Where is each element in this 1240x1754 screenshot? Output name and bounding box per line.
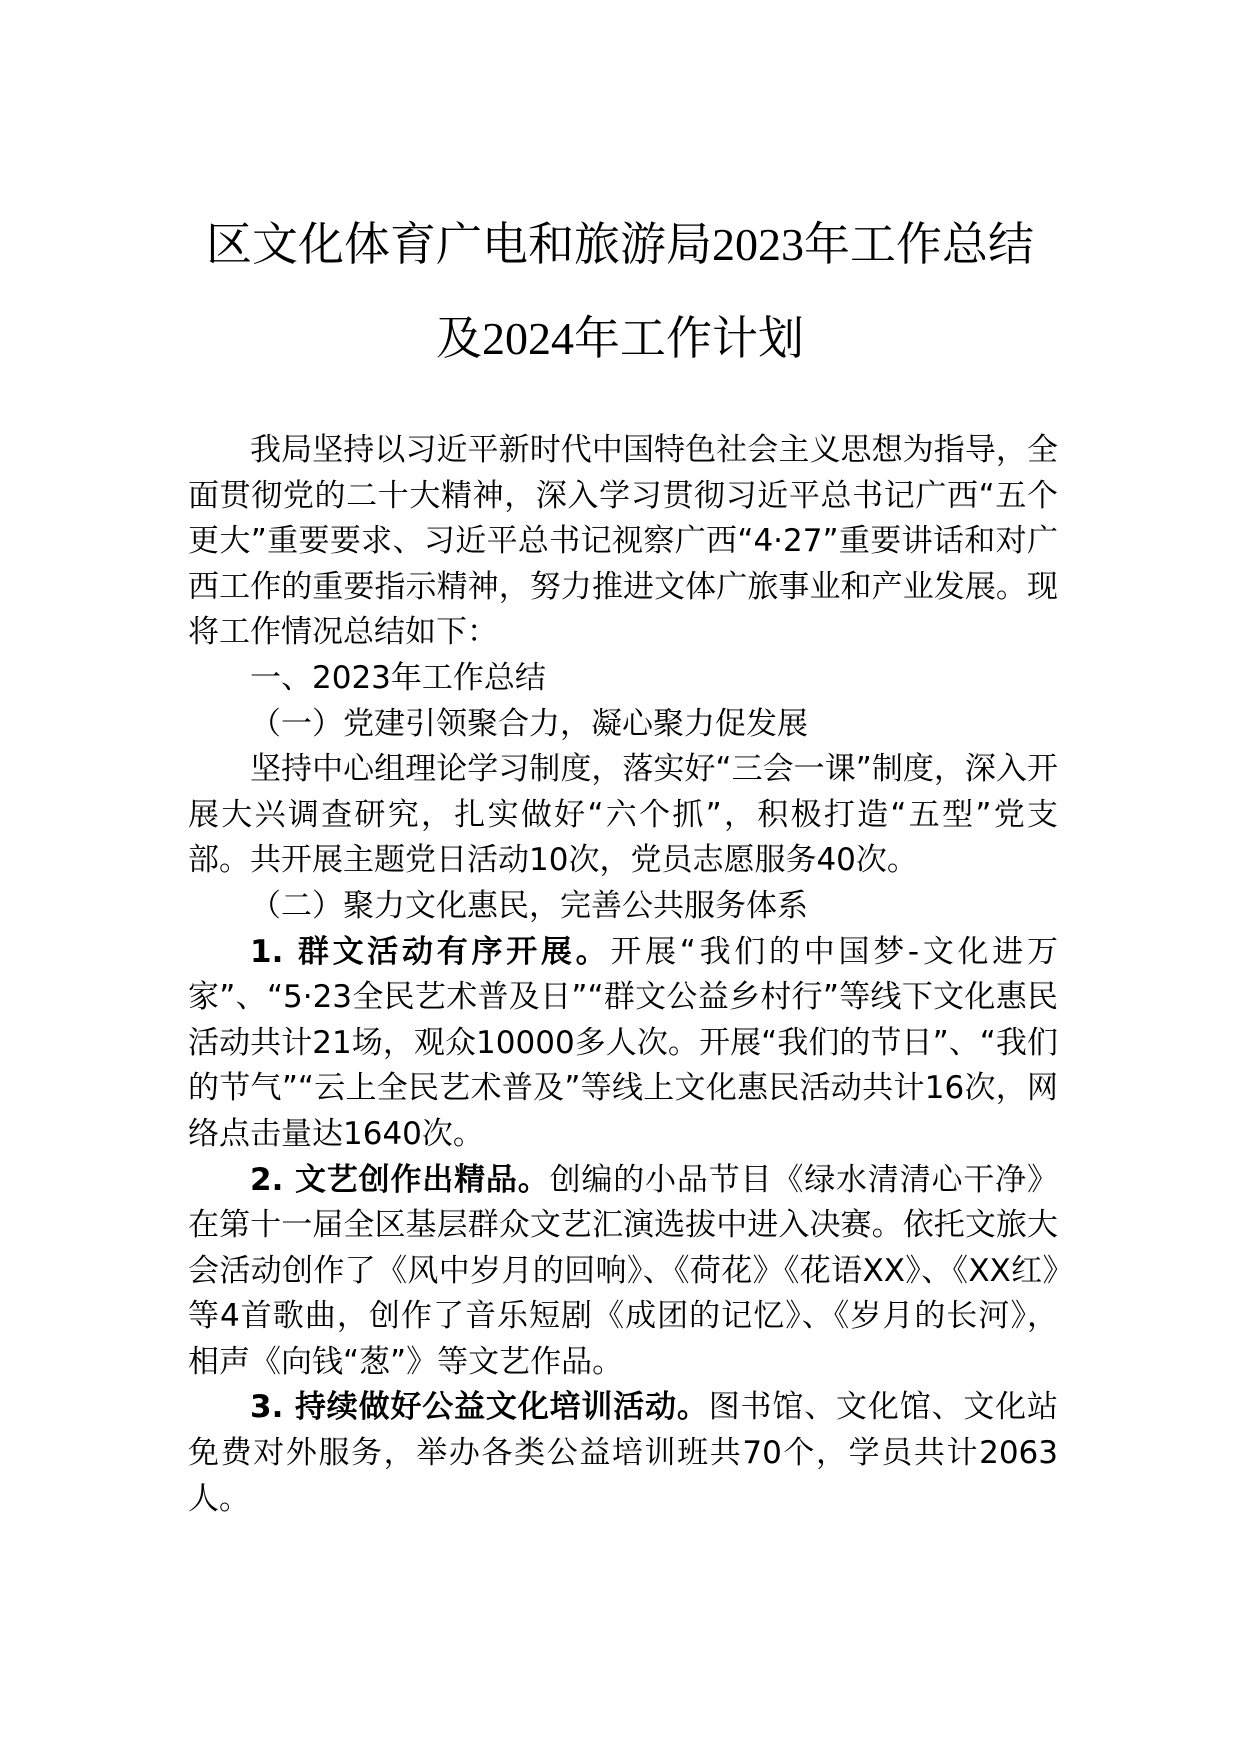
item-text: 创编的小品节目《绿水清清心干净》在第十一届全区基层群众文艺汇演选拔中进入决赛。依托文旅大会活动创作了《风中岁月的回响》、《荷花》《花语XX》、《XX红》等4首歌曲，创作了音乐短剧《成团的记忆》、《岁月的长河》，相声《向钱“葱”》等文艺作品。 <box>188 1161 1059 1380</box>
document-body <box>188 428 1058 1522</box>
list-item <box>188 1158 1058 1386</box>
item-lead: 1. 群文活动有序开展。 <box>250 933 611 970</box>
item-lead: 3. 持续做好公益文化培训活动。 <box>250 1389 709 1426</box>
item-text: 开展“我们的中国梦-文化进万家”、“5·23全民艺术普及日”“群文公益乡村行”等线下文化惠民活动共计21场，观众10000多人次。开展“我们的节日”、“我们的节气”“云上全民艺术普及”等线上文化惠民活动共计16次，网络点击量达1640次。 <box>188 933 1058 1152</box>
document-title-line1: 区文化体育广电和旅游局2023年工作总结 <box>206 219 1034 270</box>
subsection-heading-2: （二）聚力文化惠民，完善公共服务体系 <box>250 887 808 924</box>
intro-paragraph: 我局坚持以习近平新时代中国特色社会主义思想为指导，全面贯彻党的二十大精神，深入学习贯彻习近平总书记广西“五个更大”重要要求、习近平总书记视察广西“4·27”重要讲话和对广西工作的重要指示精神，努力推进文体广旅事业和产业发展。现将工作情况总结如下： <box>188 432 1058 651</box>
list-item <box>188 930 1058 1158</box>
section-heading: 一、2023年工作总结 <box>250 659 546 696</box>
subsection-body-1: 坚持中心组理论学习制度，落实好“三会一课”制度，深入开展大兴调查研究，扎实做好“六个抓”，积极打造“五型”党支部。共开展主题党日活动10次，党员志愿服务40次。 <box>188 751 1058 879</box>
list-item <box>188 1385 1058 1522</box>
item-lead: 2. 文艺创作出精品。 <box>250 1161 550 1198</box>
item-text: 图书馆、文化馆、文化站免费对外服务，举办各类公益培训班共70个，学员共计2063人。 <box>188 1389 1059 1517</box>
document-title-line2: 及2024年工作计划 <box>436 313 804 364</box>
subsection-heading-1: （一）党建引领聚合力，凝心聚力促发展 <box>250 705 808 742</box>
